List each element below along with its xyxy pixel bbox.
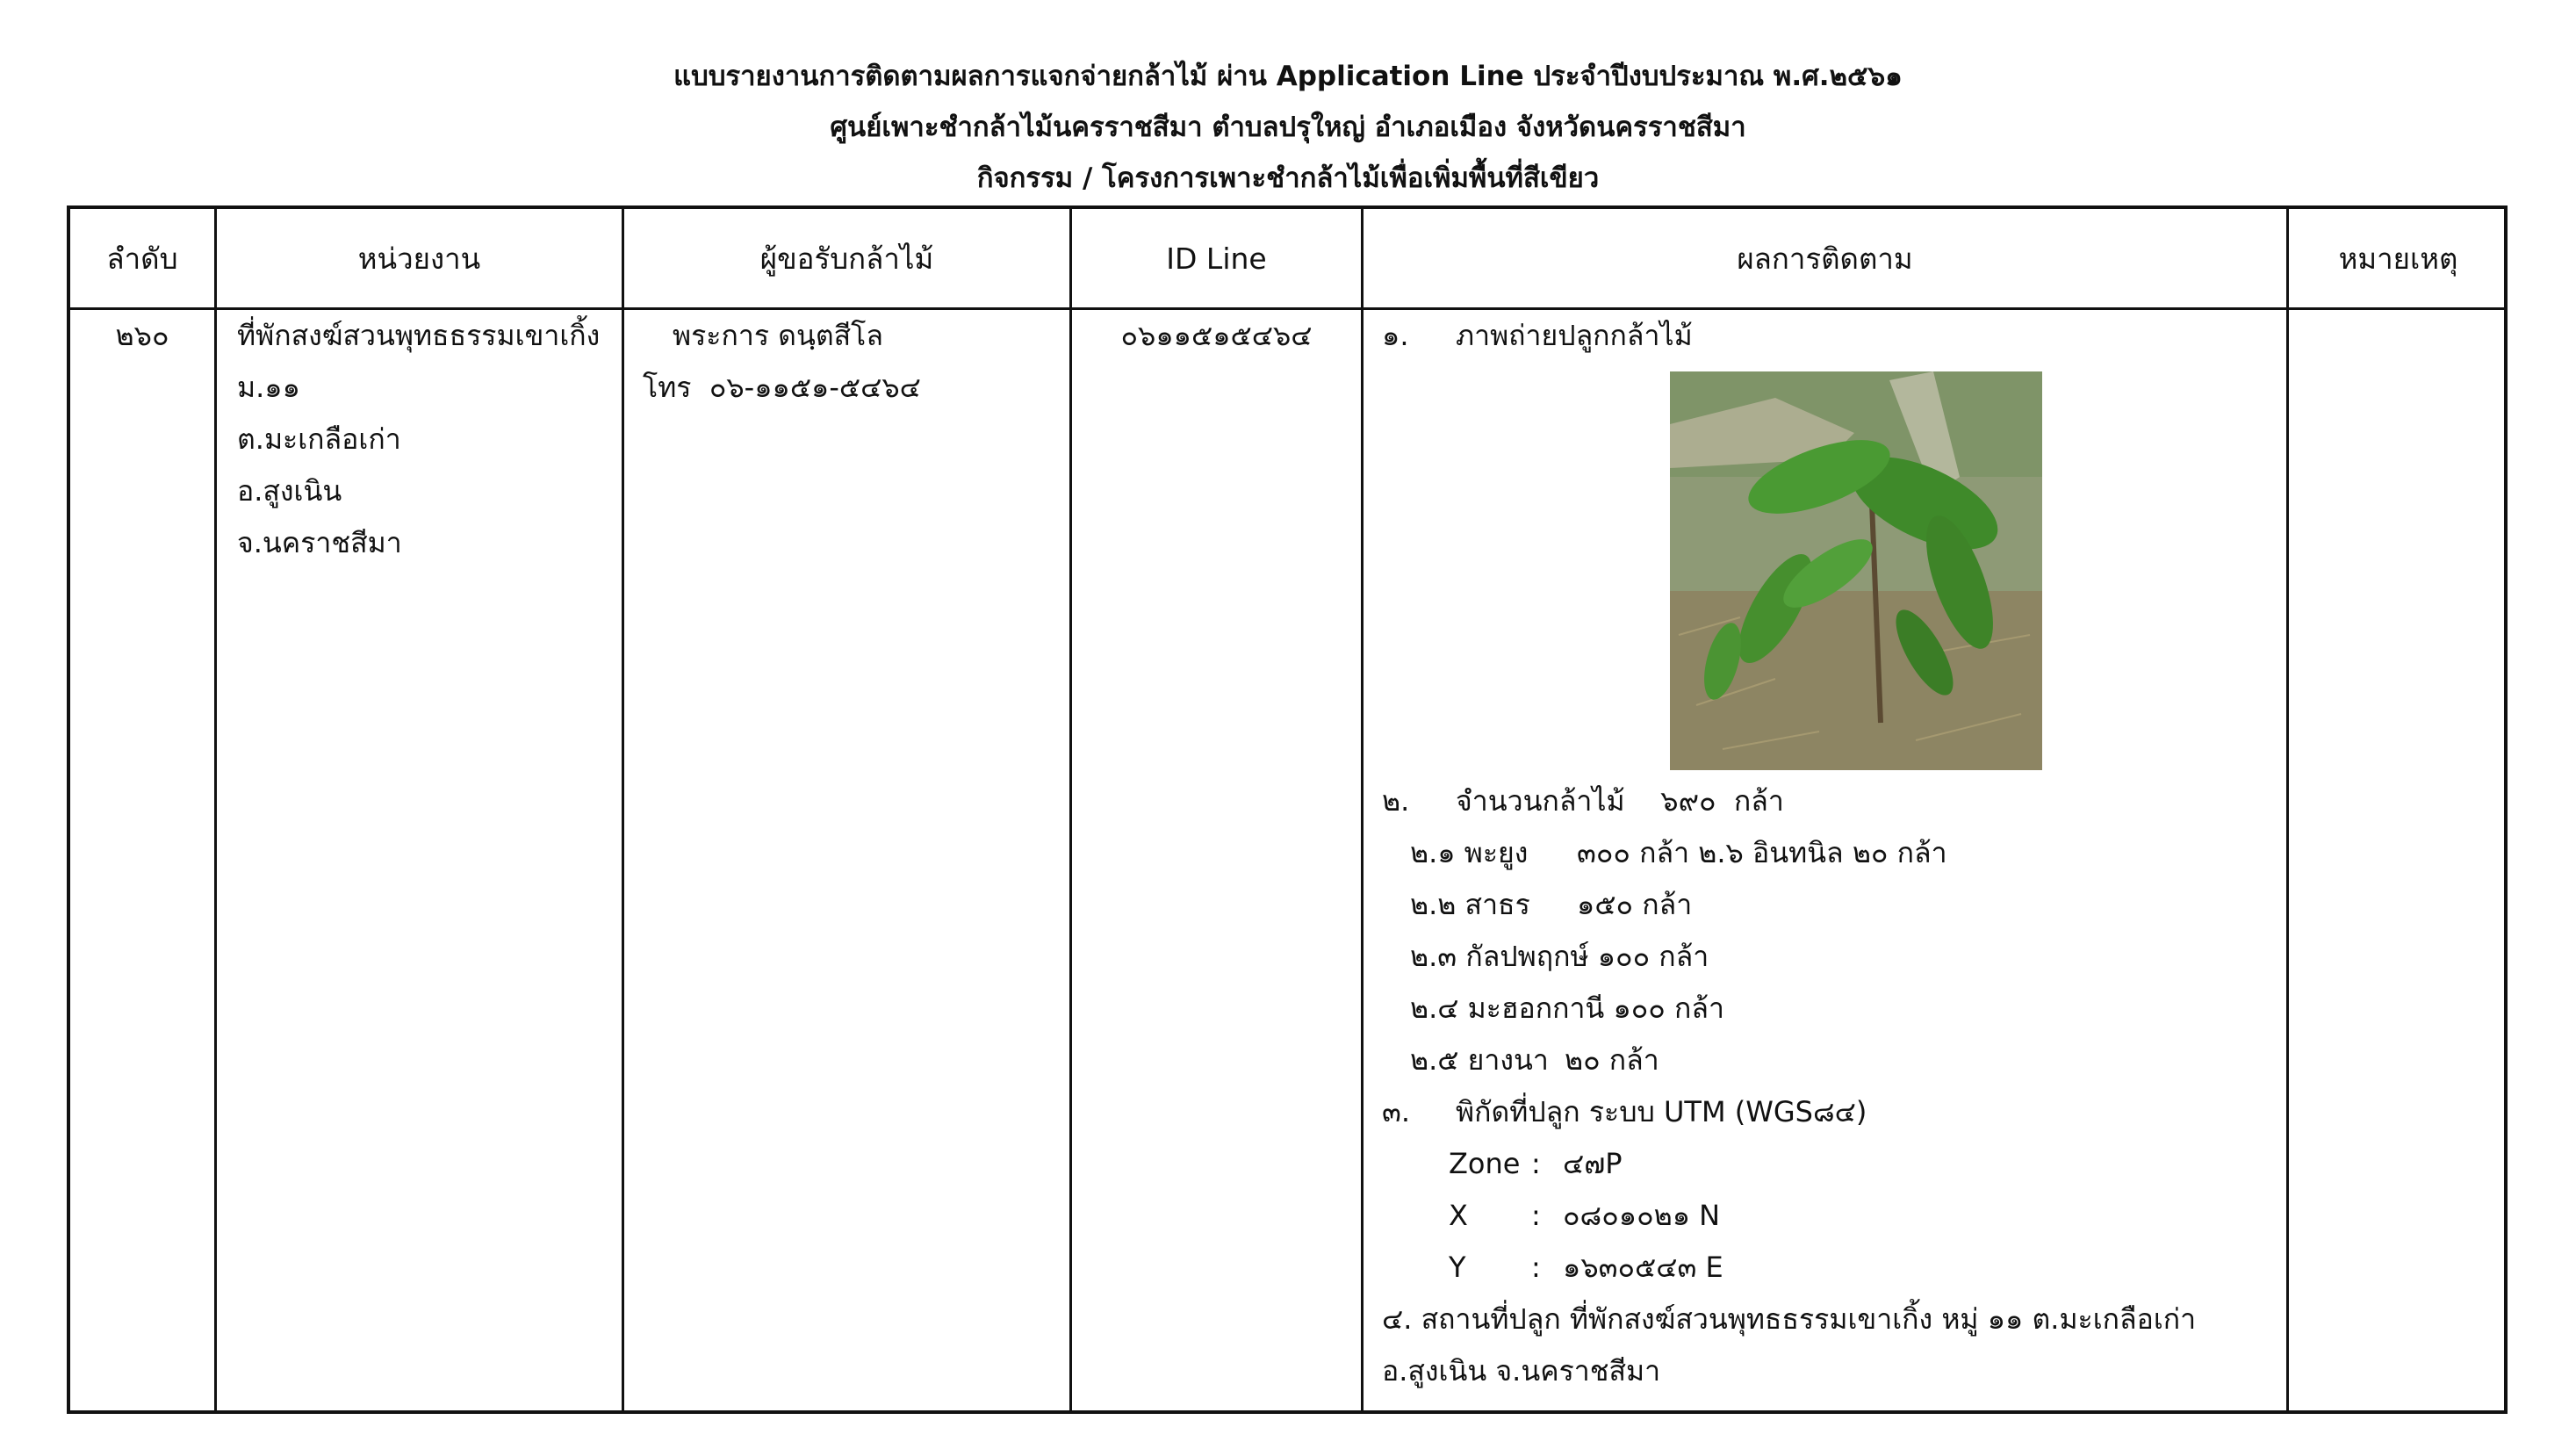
column-header-agency: หน่วยงาน: [357, 241, 481, 276]
column-divider: [622, 209, 624, 1410]
item-1-label: ภาพถ่ายปลูกกล้าไม้: [1456, 319, 1693, 352]
coordinate-label: Zone: [1449, 1147, 1521, 1180]
agency-line: ต.มะเกลือเก่า: [237, 422, 401, 456]
coordinate-label: X: [1449, 1199, 1468, 1232]
report-table: [67, 205, 2508, 1414]
species-name: ๒.๓ กัลปพฤกษ์ ๑๐๐ กล้า: [1410, 940, 1709, 973]
cell-result: [1382, 310, 2277, 362]
result-item-4-continued: อ.สูงเนิน จ.นคราชสีมา: [1382, 1354, 1661, 1388]
species-qty: ๓๐๐ กล้า ๒.๖ อินทนิล ๒๐ กล้า: [1577, 836, 1947, 869]
agency-line: จ.นคราชสีมา: [237, 526, 402, 559]
species-line: [1382, 879, 2277, 931]
planting-photo: [1670, 371, 2042, 770]
seedling-unit: กล้า: [1733, 784, 1784, 818]
report-center-name: ศูนย์เพาะชำกล้าไม้นครราชสีมา ตำบลปรุใหญ่ อำเภอเมือง จังหวัดนครราชสีมา: [830, 112, 1746, 143]
item-number: ๓.: [1382, 1095, 1411, 1128]
result-item-3: [1382, 1086, 2277, 1138]
recipient-phone: ๐๖-๑๑๕๑-๕๔๖๔: [709, 371, 921, 404]
coordinate-line: [1382, 1242, 2277, 1294]
result-item-2: [1382, 775, 2277, 827]
coordinate-separator: :: [1531, 1199, 1541, 1232]
cell-id-line: [1072, 310, 1361, 362]
recipient-phone-row: [643, 362, 1064, 414]
coordinate-value: ๐๘๐๑๐๒๑ N: [1563, 1199, 1721, 1232]
coordinate-separator: :: [1531, 1147, 1541, 1180]
seedling-photo-illustration: [1670, 371, 2042, 770]
column-divider: [214, 209, 217, 1410]
column-header-remark: หมายเหตุ: [2338, 241, 2458, 276]
report-activity: กิจกรรม / โครงการเพาะชำกล้าไม้เพื่อเพิ่มพื้นที่สีเขียว: [976, 162, 1600, 194]
species-name: ๒.๕ ยางนา: [1410, 1043, 1549, 1077]
column-divider: [1069, 209, 1072, 1410]
coordinate-line: [1382, 1138, 2277, 1190]
item-number: ๑.: [1382, 319, 1409, 352]
coordinate-value: ๔๗P: [1563, 1147, 1623, 1180]
agency-line: ม.๑๑: [237, 371, 300, 404]
column-header-result: ผลการติดตาม: [1737, 241, 1913, 276]
item-2-label: จำนวนกล้าไม้: [1456, 784, 1625, 818]
cell-remark: [2289, 310, 2508, 362]
item-3-label: พิกัดที่ปลูก ระบบ UTM (WGS๘๔): [1456, 1095, 1867, 1128]
species-line: [1382, 931, 2277, 983]
column-header-id-line: ID Line: [1166, 241, 1267, 276]
species-qty: ๑๕๐ กล้า: [1577, 888, 1693, 921]
recipient-phone-label: โทร: [643, 371, 692, 404]
cell-agency: [237, 310, 615, 569]
agency-line: อ.สูงเนิน: [237, 474, 342, 508]
report-header: [0, 51, 2576, 204]
species-name: ๒.๔ มะฮอกกานี ๑๐๐ กล้า: [1410, 991, 1724, 1025]
report-title: แบบรายงานการติดตามผลการแจกจ่ายกล้าไม้ ผ่าน Application Line ประจำปีงบประมาณ พ.ศ.๒๕๖๑: [673, 61, 1903, 92]
cell-no: [70, 310, 214, 362]
species-line: [1382, 1034, 2277, 1086]
coordinate-label: Y: [1449, 1251, 1466, 1284]
coordinate-value: ๑๖๓๐๕๔๓ E: [1563, 1251, 1723, 1284]
column-divider: [2286, 209, 2289, 1410]
column-header-no: ลำดับ: [106, 241, 178, 276]
item-number: ๒.: [1382, 784, 1410, 818]
line-id: ๐๖๑๑๕๑๕๔๖๔: [1120, 319, 1313, 352]
coordinate-line: [1382, 1190, 2277, 1242]
result-item-1: [1382, 310, 2277, 362]
agency-line: ที่พักสงฆ์สวนพุทธธรรมเขาเกิ้ง: [237, 319, 601, 352]
column-divider: [1361, 209, 1364, 1410]
species-line: [1382, 827, 2277, 879]
result-item-4: ๔. สถานที่ปลูก ที่พักสงฆ์สวนพุทธธรรมเขาเกิ้ง หมู่ ๑๑ ต.มะเกลือเก่า: [1382, 1302, 2197, 1336]
column-header-recipient: ผู้ขอรับกล้าไม้: [759, 241, 934, 276]
seedling-total: ๖๙๐: [1660, 784, 1716, 818]
cell-result-details: [1382, 775, 2277, 1397]
row-number: ๒๖๐: [115, 319, 169, 352]
recipient-name: พระการ ดนฺตสีโล: [673, 319, 883, 352]
coordinate-separator: :: [1531, 1251, 1541, 1284]
cell-recipient: [643, 310, 1064, 414]
species-name: ๒.๑ พะยูง: [1410, 836, 1529, 869]
species-line: [1382, 983, 2277, 1034]
species-name: ๒.๒ สาธร: [1410, 888, 1530, 921]
species-qty: ๒๐ กล้า: [1565, 1043, 1659, 1077]
remark-text: [2289, 310, 2508, 362]
